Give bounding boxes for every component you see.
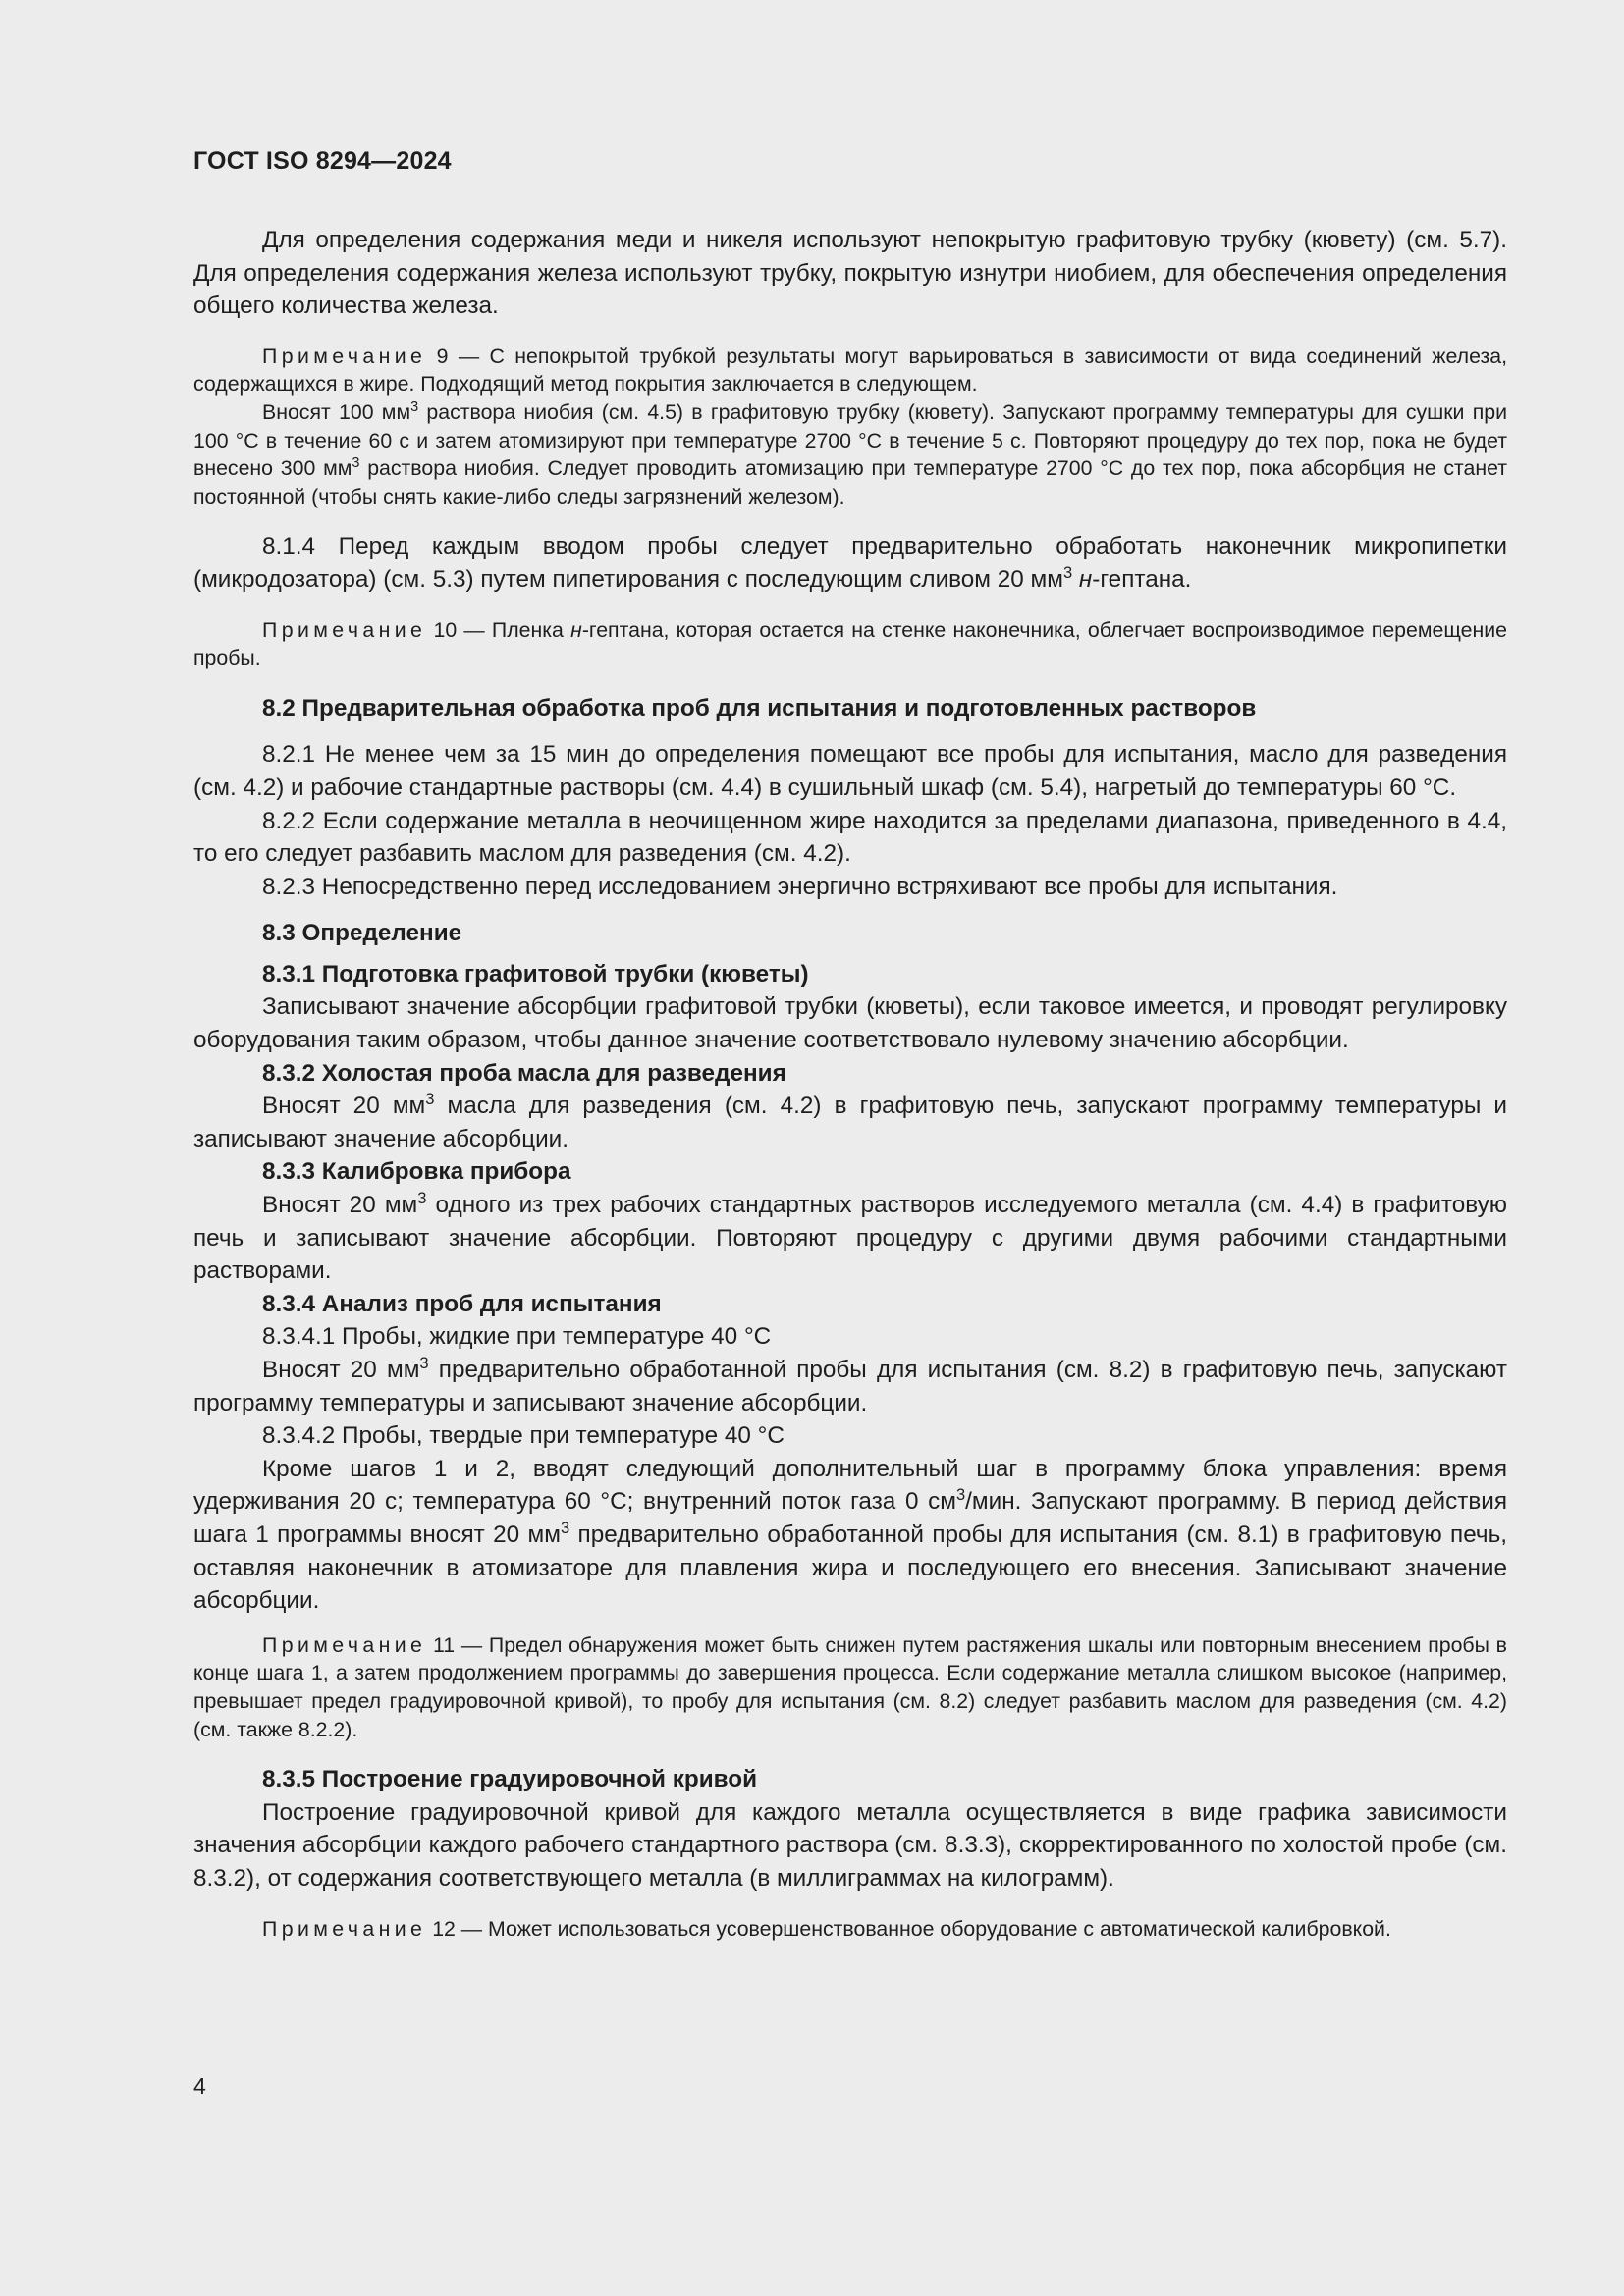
subsection-heading-8-3-2: 8.3.2 Холостая проба масла для разведения (262, 1059, 786, 1087)
paragraph-8-3-1: Записывают значение абсорбции графитовой трубки (кюветы), если таковое имеется, и проводят регулировку оборудования таким образом, чтобы данное значение соответствовало нулевому значению абсорбции. (193, 993, 1507, 1054)
paragraph-8-3-4-1: Вносят 20 $мм^3$ предварительно обработанной пробы для испытания (см. 8.2) в графитовую печь, запускают программу температуры и записывают значение абсорбции. (193, 1353, 1507, 1416)
paragraph-8-2-2: 8.2.2 Если содержание металла в неочищенном жире находится за пределами диапазона, приведенного в 4.4, то его следует разбавить маслом для разведения (см. 4.2). (193, 807, 1507, 868)
paragraph-8-3-5: Построение градуировочной кривой для каждого металла осуществляется в виде графика зависимости значения абсорбции каждого рабочего стандартного раствора (см. 8.3.3), скорректированного по холостой пробе (см. 8.3.2), от содержания соответствующего металла (в миллиграммах на килограмм). (193, 1798, 1507, 1892)
note-label: Примечание (262, 1632, 427, 1657)
subsection-heading-8-3-3: 8.3.3 Калибровка прибора (262, 1158, 571, 1186)
paragraph-8-3-3: Вносят 20 $мм^3$ одного из трех рабочих стандартных растворов исследуемого металла (см. 4.4) в графитовую печь и записывают значение абсорбции. Повторяют процедуру с другими двумя рабочими стандартными растворами. (193, 1188, 1507, 1285)
note-label: Примечание (262, 617, 427, 642)
note-text: 9 — С непокрытой трубкой результаты могут варьироваться в зависимости от вида соединений железа, содержащихся в жире. Подходящий метод покрытия заключается в следующем. (193, 344, 1508, 397)
note-11: Примечание 11 — Предел обнаружения может быть снижен путем растяжения шкалы или повторным внесением пробы в конце шага 1, а затем продолжением программы до завершения процесса. Если содержание металла слишком высокое (например, превышает предел градуировочной кривой), то пробу для испытания (см. 8.2) следует разбавить маслом для разведения (см. 4.2) (см. также 8.2.2). (193, 1632, 1507, 1741)
subsection-heading-8-3-4: 8.3.4 Анализ проб для испытания (262, 1290, 662, 1317)
section-heading-8-2: 8.2 Предварительная обработка проб для испытания и подготовленных растворов (262, 694, 1257, 721)
note-10: Примечание 10 — Пленка н-гептана, которая остается на стенке наконечника, облегчает воспроизводимое перемещение пробы. (193, 617, 1507, 670)
clause-title-8-3-4-1: 8.3.4.1 Пробы, жидкие при температуре 40 °С (262, 1323, 772, 1351)
subsection-heading-8-3-1: 8.3.1 Подготовка графитовой трубки (кюветы) (262, 960, 809, 988)
note-label: Примечание (262, 344, 427, 368)
note-9 (193, 343, 1507, 399)
paragraph-8-2-1: 8.2.1 Не менее чем за 15 мин до определения помещают все пробы для испытания, масло для разведения (см. 4.2) и рабочие стандартные растворы (см. 4.4) в сушильный шкаф (см. 5.4), нагретый до температуры 60 °С. (193, 741, 1507, 801)
paragraph-graphite-tube: Для определения содержания меди и никеля используют непокрытую графитовую трубку (кювету) (см. 5.7). Для определения содержания железа используют трубку, покрытую изнутри ниобием, для обеспечения определения общего количества железа. (193, 227, 1507, 320)
note-label: Примечание (262, 1916, 427, 1941)
subsection-heading-8-3-5: 8.3.5 Построение градуировочной кривой (262, 1766, 758, 1793)
document-content (193, 224, 1507, 1943)
paragraph-8-3-4-2: Кроме шагов 1 и 2, вводят следующий дополнительный шаг в программу блока управления: время удерживания 20 с; температура 60 °С; внутренний поток газа 0 $см^3$/мин. Запускают программу. В период действия шага 1 программы вносят 20 $мм^3$ предварительно обработанной пробы для испытания (см. 8.1) в графитовую печь, оставляя наконечник в атомизаторе для плавления жира и последующего его внесения. Записывают значение абсорбции. (193, 1455, 1507, 1615)
note-9-continuation: Вносят 100 $мм^3$ раствора ниобия (см. 4.5) в графитовую трубку (кювету). Запускают программу температуры для сушки при 100 °С в течение 60 с и затем атомизируют при температуре 2700 °С в течение 5 с. Повторяют процедуру до тех пор, пока не будет внесено 300 $мм^3$ раствора ниобия. Следует проводить атомизацию при температуре 2700 °С до тех пор, пока абсорбция не станет постоянной (чтобы снять какие-либо следы загрязнений железом). (193, 400, 1507, 508)
section-heading-8-3: 8.3 Определение (262, 920, 462, 947)
paragraph-8-2-3: 8.2.3 Непосредственно перед исследованием энергично встряхивают все пробы для испытания. (262, 873, 1338, 900)
document-code-header: ГОСТ ISO 8294—2024 (193, 147, 452, 175)
page-number: 4 (193, 2073, 206, 2099)
note-12: Примечание 12 — Может использоваться усовершенствованное оборудование с автоматической калибровкой. (262, 1916, 1391, 1941)
clause-title-8-3-4-2: 8.3.4.2 Пробы, твердые при температуре 40 °С (262, 1422, 785, 1450)
paragraph-8-3-2: Вносят 20 $мм^3$ масла для разведения (см. 4.2) в графитовую печь, запускают программу температуры и записывают значение абсорбции. (193, 1090, 1507, 1152)
paragraph-8-1-4: 8.1.4 Перед каждым вводом пробы следует предварительно обработать наконечник микропипетки (микродозатора) (см. 5.3) путем пипетирования с последующим сливом 20 $мм^3$ н-гептана. (193, 533, 1507, 593)
